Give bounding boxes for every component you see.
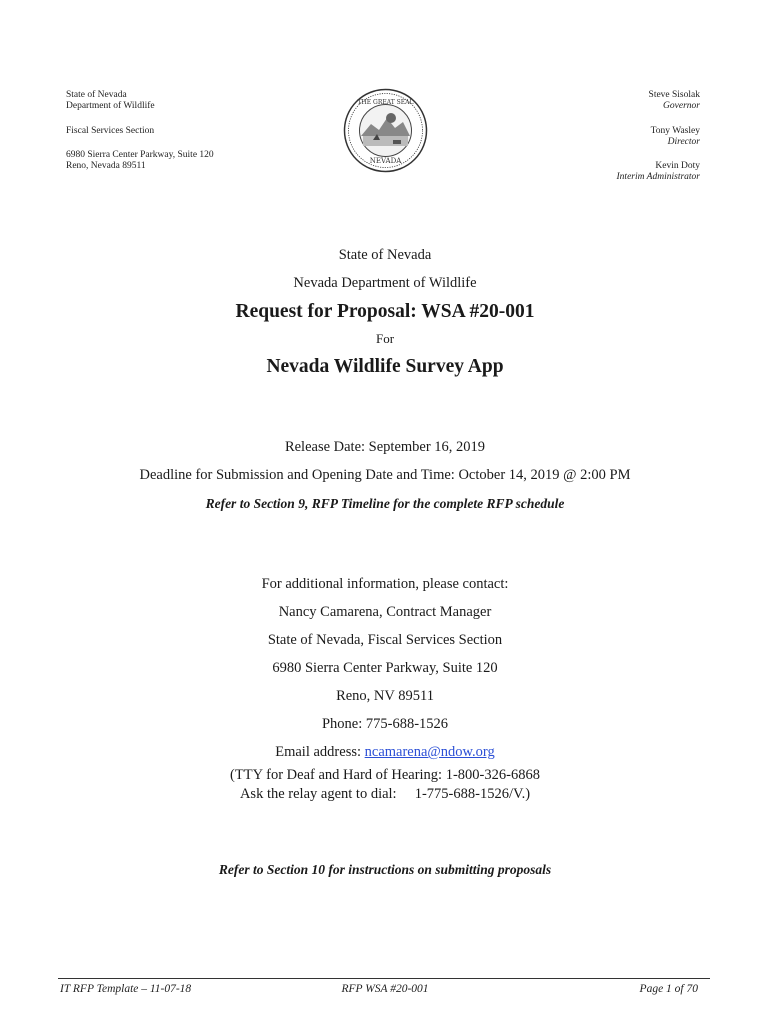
director-title: Director	[667, 137, 700, 147]
contact-address2: Reno, NV 89511	[336, 688, 434, 704]
director-name: Tony Wasley	[650, 126, 700, 136]
svg-text:NEVADA: NEVADA	[369, 157, 402, 165]
footer-divider	[58, 978, 710, 979]
footer-template: IT RFP Template – 11-07-18	[60, 983, 192, 995]
rfp-subtitle: Nevada Wildlife Survey App	[266, 356, 504, 377]
submission-note: Refer to Section 10 for instructions on submitting proposals	[218, 862, 552, 877]
timeline-note: Refer to Section 9, RFP Timeline for the complete RFP schedule	[205, 496, 565, 511]
administrator-title: Interim Administrator	[616, 172, 700, 182]
header-address-line1: 6980 Sierra Center Parkway, Suite 120	[66, 150, 214, 160]
governor-name: Steve Sisolak	[648, 90, 700, 100]
contact-relay: Ask the relay agent to dial: 1-775-688-1526/V.)	[239, 786, 531, 802]
header-address-line2: Reno, Nevada 89511	[66, 161, 146, 171]
release-date: Release Date: September 16, 2019	[284, 439, 486, 455]
svg-text:THE GREAT SEAL: THE GREAT SEAL	[357, 99, 414, 106]
governor-title: Governor	[663, 101, 700, 111]
header-left-block	[66, 90, 214, 172]
title-for: For	[375, 331, 395, 346]
contact-intro: For additional information, please contact:	[261, 576, 509, 592]
contact-address1: 6980 Sierra Center Parkway, Suite 120	[272, 660, 498, 676]
nevada-state-seal-icon	[343, 88, 428, 173]
title-department: Nevada Department of Wildlife	[293, 275, 477, 291]
contact-phone: Phone: 775-688-1526	[321, 716, 449, 732]
contact-tty: (TTY for Deaf and Hard of Hearing: 1-800-326-6868	[230, 767, 540, 783]
submission-deadline: Deadline for Submission and Opening Date and Time: October 14, 2019 @ 2:00 PM	[139, 467, 631, 483]
email-label: Email address:	[275, 744, 365, 760]
header-department: Department of Wildlife	[66, 101, 155, 111]
title-state: State of Nevada	[338, 247, 432, 263]
email-link[interactable]: ncamarena@ndow.org	[364, 744, 495, 760]
rfp-title: Request for Proposal: WSA #20-001	[235, 301, 535, 322]
administrator-name: Kevin Doty	[655, 161, 700, 171]
header-section: Fiscal Services Section	[66, 126, 155, 136]
contact-org: State of Nevada, Fiscal Services Section	[267, 632, 503, 648]
footer-rfp: RFP WSA #20-001	[341, 983, 429, 995]
header-right-block	[540, 90, 700, 183]
footer-page-number: Page 1 of 70	[639, 983, 698, 995]
contact-email-line	[0, 744, 770, 761]
contact-name: Nancy Camarena, Contract Manager	[278, 604, 492, 620]
header-state: State of Nevada	[66, 90, 127, 100]
